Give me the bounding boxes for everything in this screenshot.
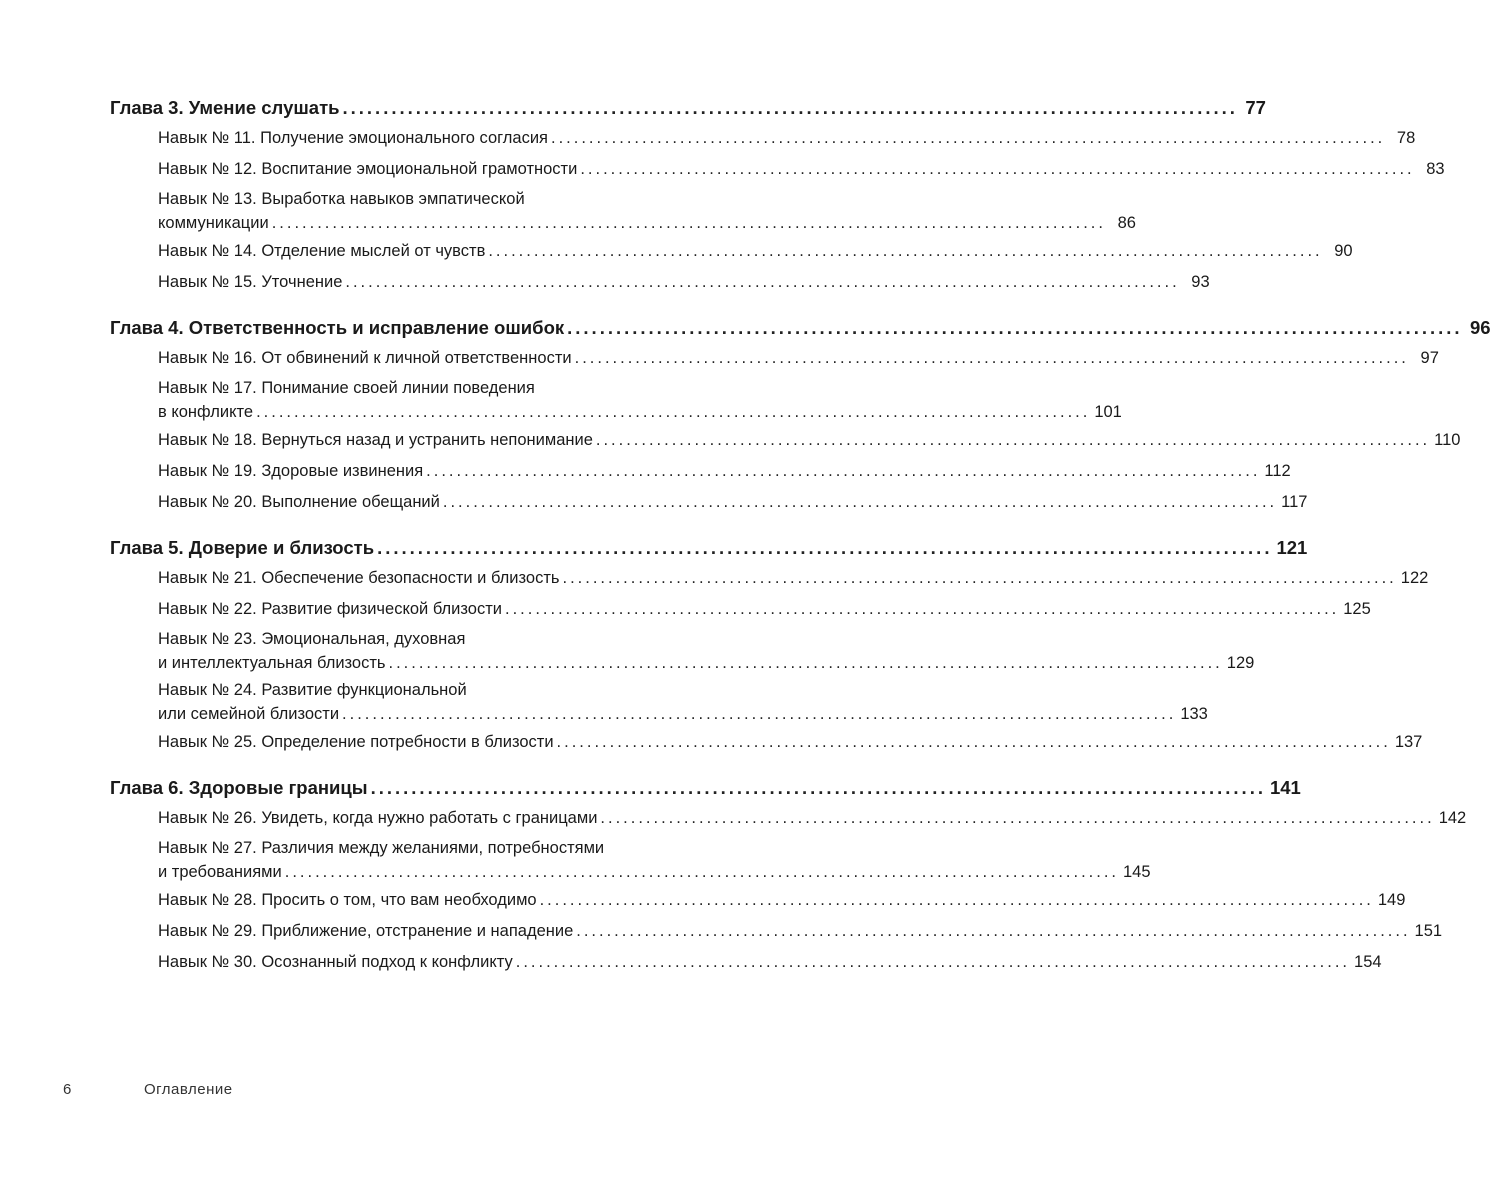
skill-page-number: 110 <box>1434 431 1461 449</box>
skill-entry[interactable] <box>158 947 1382 978</box>
dot-leader: .............................................................................................................. <box>562 569 1397 587</box>
skill-entry[interactable] <box>158 628 1255 676</box>
skill-entry[interactable] <box>158 487 1308 518</box>
skill-entry[interactable] <box>158 377 1122 425</box>
dot-leader: .............................................................................................................. <box>345 273 1180 291</box>
skill-entry[interactable] <box>158 343 1439 374</box>
skill-page-number: 129 <box>1226 654 1255 672</box>
chapter-title: Глава 5. Доверие и близость <box>110 537 375 558</box>
skill-entry[interactable] <box>158 154 1445 185</box>
dot-leader: .............................................................................................................. <box>284 863 1119 881</box>
chapter-title: Глава 6. Здоровые границы <box>110 777 368 798</box>
skill-title: Навык № 13. Выработка навыков эмпатической <box>158 190 525 208</box>
chapter-block <box>110 772 1467 978</box>
skill-page-number: 112 <box>1264 462 1291 480</box>
skill-page-number: 137 <box>1394 733 1423 751</box>
dot-leader: .............................................................................................................. <box>567 317 1463 338</box>
dot-leader: .............................................................................................................. <box>342 97 1238 118</box>
skill-entry[interactable] <box>158 885 1406 916</box>
dot-leader: .............................................................................................................. <box>595 431 1431 449</box>
chapter-block <box>110 312 1491 518</box>
skill-entry[interactable] <box>158 563 1429 594</box>
dot-leader: .............................................................................................................. <box>556 733 1391 751</box>
footer-section-title: Оглавление <box>144 1081 233 1098</box>
skill-page-number: 78 <box>1396 129 1416 147</box>
dot-leader: .............................................................................................................. <box>580 160 1415 178</box>
skill-entry[interactable] <box>158 456 1291 487</box>
skill-title: Навык № 11. Получение эмоционального согласия <box>158 129 548 147</box>
skill-page-number: 86 <box>1117 214 1136 232</box>
skill-title: Навык № 28. Просить о том, что вам необходимо <box>158 891 537 909</box>
skill-page-number: 151 <box>1414 922 1443 940</box>
skill-page-number: 122 <box>1400 569 1429 587</box>
skill-title: Навык № 25. Определение потребности в близости <box>158 733 554 751</box>
skill-title: Навык № 15. Уточнение <box>158 273 343 291</box>
chapter-entry[interactable] <box>110 772 1301 803</box>
skill-page-number: 83 <box>1426 160 1445 178</box>
dot-leader: .............................................................................................................. <box>574 349 1409 367</box>
dot-leader: .............................................................................................................. <box>342 705 1177 723</box>
skill-title: Навык № 14. Отделение мыслей от чувств <box>158 242 486 260</box>
skill-title-continuation: и интеллектуальная близость <box>158 654 386 672</box>
dot-leader: .............................................................................................................. <box>370 777 1266 798</box>
dot-leader: .............................................................................................................. <box>600 809 1435 827</box>
dot-leader: .............................................................................................................. <box>388 654 1223 672</box>
dot-leader: .............................................................................................................. <box>576 922 1411 940</box>
chapter-entry[interactable] <box>110 312 1491 343</box>
skill-page-number: 149 <box>1377 891 1406 909</box>
skill-page-number: 142 <box>1438 809 1467 827</box>
skill-entry[interactable] <box>158 425 1461 456</box>
skill-title: Навык № 16. От обвинений к личной ответственности <box>158 349 572 367</box>
chapter-entry[interactable] <box>110 92 1266 123</box>
chapter-title: Глава 4. Ответственность и исправление ошибок <box>110 317 565 338</box>
skill-title: Навык № 12. Воспитание эмоциональной грамотности <box>158 160 578 178</box>
chapter-entry[interactable] <box>110 532 1308 563</box>
skill-title: Навык № 27. Различия между желаниями, потребностями <box>158 839 605 857</box>
skill-entry[interactable] <box>158 727 1423 758</box>
chapter-block <box>110 532 1429 758</box>
dot-leader: .............................................................................................................. <box>377 537 1273 558</box>
skill-title: Навык № 18. Вернуться назад и устранить непонимание <box>158 431 593 449</box>
skill-title: Навык № 17. Понимание своей линии поведения <box>158 379 535 397</box>
skill-title: Навык № 29. Приближение, отстранение и нападение <box>158 922 574 940</box>
dot-leader: .............................................................................................................. <box>488 242 1323 260</box>
dot-leader: .............................................................................................................. <box>504 600 1340 618</box>
skill-title: Навык № 21. Обеспечение безопасности и близость <box>158 569 560 587</box>
skill-title-continuation: коммуникации <box>158 214 269 232</box>
skill-title: Навык № 19. Здоровые извинения <box>158 462 424 480</box>
dot-leader: .............................................................................................................. <box>426 462 1261 480</box>
chapter-page-number: 121 <box>1276 537 1308 558</box>
dot-leader: .............................................................................................................. <box>256 403 1091 421</box>
skill-entry[interactable] <box>158 267 1210 298</box>
skill-page-number: 101 <box>1094 403 1122 421</box>
dot-leader: .............................................................................................................. <box>271 214 1106 232</box>
dot-leader: .............................................................................................................. <box>551 129 1386 147</box>
skill-title-continuation: или семейной близости <box>158 705 340 723</box>
skill-title: Навык № 23. Эмоциональная, духовная <box>158 630 466 648</box>
skill-page-number: 97 <box>1420 349 1439 367</box>
chapter-title: Глава 3. Умение слушать <box>110 97 340 118</box>
skill-entry[interactable] <box>158 679 1208 727</box>
skill-entry[interactable] <box>158 803 1467 834</box>
skill-page-number: 133 <box>1180 705 1208 723</box>
skill-page-number: 125 <box>1343 600 1371 618</box>
skill-entry[interactable] <box>158 123 1416 154</box>
skill-entry[interactable] <box>158 594 1371 625</box>
skill-entry[interactable] <box>158 188 1136 236</box>
chapter-page-number: 77 <box>1245 97 1266 118</box>
skill-entry[interactable] <box>158 916 1443 947</box>
skill-title: Навык № 26. Увидеть, когда нужно работать с границами <box>158 809 598 827</box>
skill-page-number: 117 <box>1281 493 1308 511</box>
chapter-block <box>110 92 1445 298</box>
skill-title: Навык № 24. Развитие функциональной <box>158 681 467 699</box>
skill-entry[interactable] <box>158 837 1151 885</box>
skill-title: Навык № 22. Развитие физической близости <box>158 600 502 618</box>
chapter-page-number: 141 <box>1269 777 1301 798</box>
table-of-contents <box>110 92 1491 982</box>
skill-page-number: 90 <box>1334 242 1353 260</box>
skill-title: Навык № 30. Осознанный подход к конфликту <box>158 953 513 971</box>
skill-title-continuation: в конфликте <box>158 403 254 421</box>
dot-leader: .............................................................................................................. <box>515 953 1351 971</box>
skill-title: Навык № 20. Выполнение обещаний <box>158 493 440 511</box>
skill-entry[interactable] <box>158 236 1353 267</box>
skill-page-number: 93 <box>1191 273 1210 291</box>
dot-leader: .............................................................................................................. <box>539 891 1374 909</box>
skill-page-number: 154 <box>1354 953 1382 971</box>
footer-page-number: 6 <box>63 1081 72 1098</box>
skill-page-number: 145 <box>1123 863 1151 881</box>
chapter-page-number: 96 <box>1469 317 1491 338</box>
skill-title-continuation: и требованиями <box>158 863 282 881</box>
dot-leader: .............................................................................................................. <box>442 493 1278 511</box>
